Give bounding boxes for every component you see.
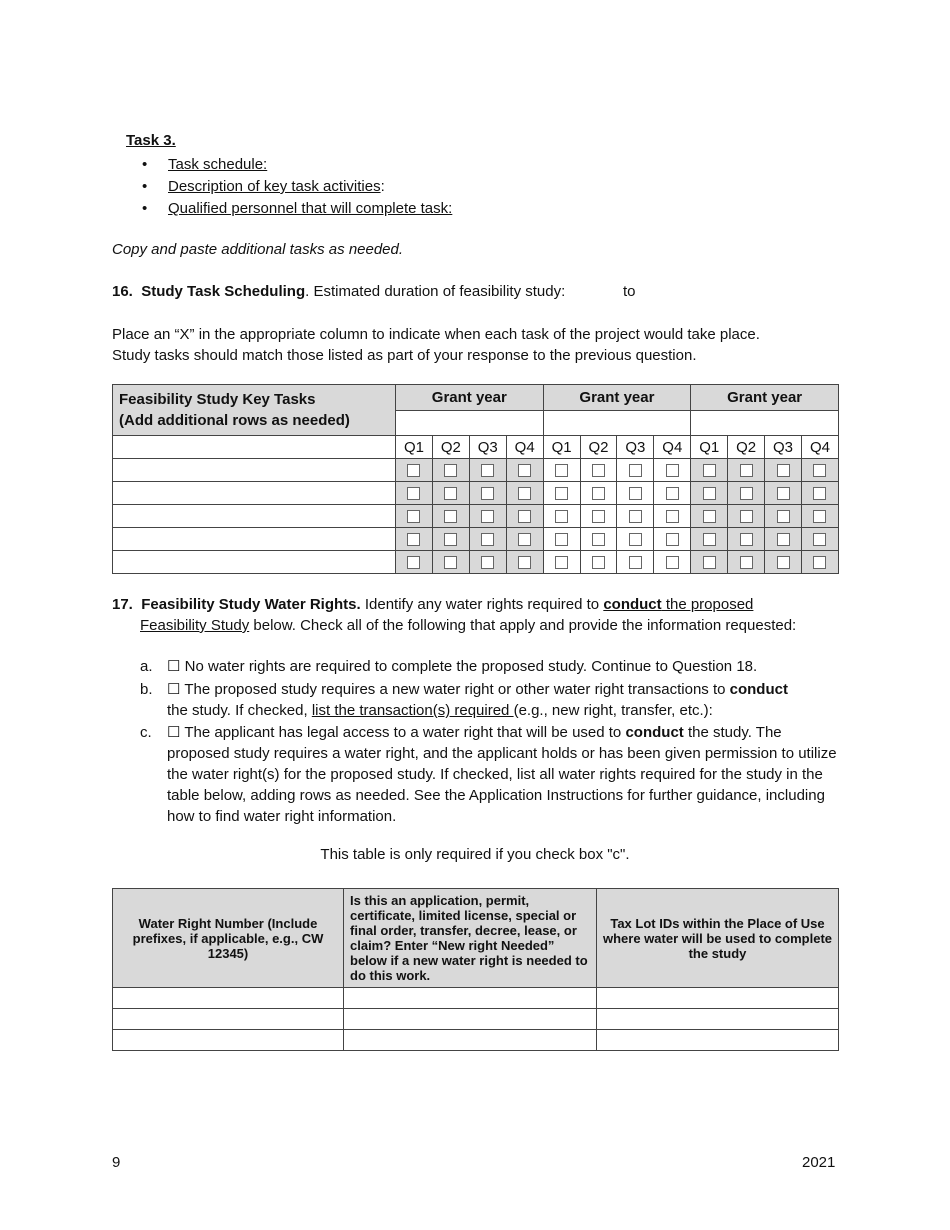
quarter-cell [728,505,765,528]
quarter-label: Q2 [432,436,469,459]
header-tax-lot-ids: Tax Lot IDs within the Place of Use where water will be used to complete the study [597,889,839,988]
table-row [113,505,839,528]
checkbox[interactable] [444,487,457,500]
key-tasks-header: Feasibility Study Key Tasks (Add additional rows as needed) [113,385,396,436]
quarter-cell [469,482,506,505]
quarter-cell [654,459,691,482]
quarter-cell [396,528,433,551]
option-c: c. ☐ The applicant has legal access to a water right that will be used to conduct the study. The proposed study requires a water right, and the applicant holds or has been given permission to utilize the water right(s) for the proposed study. If checked, list all water rights required for the study in the table below, adding rows as needed. See the Application Instructions for further guidance, including how to find water right information. [140,724,837,825]
checkbox-c[interactable]: ☐ [167,724,181,741]
quarter-cell [469,505,506,528]
cell[interactable] [344,988,597,1009]
quarter-cell [654,528,691,551]
table-row [113,459,839,482]
checkbox[interactable] [407,487,420,500]
checkbox[interactable] [592,533,605,546]
header-water-right-number: Water Right Number (Include prefixes, if applicable, e.g., CW 12345) [113,889,344,988]
task-cell[interactable] [113,459,396,482]
quarter-cell [728,551,765,574]
table-row [113,988,839,1009]
checkbox[interactable] [555,556,568,569]
table-row [113,482,839,505]
grant-year-header: Grant year [543,385,691,411]
cell[interactable] [597,988,839,1009]
q17: 17. Feasibility Study Water Rights. Identify any water rights required to conduct the proposed Feasibility Study below. Check all of the following that apply and provide the information requested: [112,596,797,634]
quarter-cell [543,528,580,551]
quarter-cell [654,482,691,505]
quarter-label: Q1 [691,436,728,459]
copy-note: Copy and paste additional tasks as needed. [112,241,404,258]
quarter-label: Q2 [728,436,765,459]
quarter-cell [396,551,433,574]
cell[interactable] [113,1009,344,1030]
checkbox[interactable] [481,487,494,500]
checkbox[interactable] [555,487,568,500]
checkbox[interactable] [666,556,679,569]
checkbox[interactable] [777,464,790,477]
quarter-label: Q4 [801,436,838,459]
quarter-cell [765,528,802,551]
page-number: 9 [112,1154,121,1171]
checkbox[interactable] [777,556,790,569]
quarter-cell [469,528,506,551]
grant-year-header: Grant year [396,385,544,411]
quarter-label: Q1 [396,436,433,459]
quarter-cell [728,482,765,505]
quarter-cell [506,551,543,574]
bullet-item: • Qualified personnel that will complete task: [140,198,452,220]
checkbox[interactable] [740,510,753,523]
grant-year-input[interactable] [543,411,691,436]
checkbox[interactable] [481,464,494,477]
checkbox[interactable] [518,510,531,523]
cell[interactable] [597,1009,839,1030]
checkbox[interactable] [481,533,494,546]
checkbox[interactable] [813,487,826,500]
quarter-cell [506,482,543,505]
checkbox[interactable] [703,510,716,523]
checkbox[interactable] [703,556,716,569]
checkbox[interactable] [666,510,679,523]
quarter-cell [543,505,580,528]
checkbox[interactable] [740,464,753,477]
checkbox[interactable] [407,556,420,569]
quarter-cell [654,505,691,528]
quarter-cell [617,528,654,551]
quarter-label: Q2 [580,436,617,459]
checkbox[interactable] [518,556,531,569]
checkbox[interactable] [444,510,457,523]
quarter-cell [432,459,469,482]
checkbox[interactable] [444,464,457,477]
cell[interactable] [344,1009,597,1030]
bullet-item: • Task schedule: [140,154,452,176]
quarter-cell [654,551,691,574]
quarter-cell [580,551,617,574]
quarter-cell [691,459,728,482]
cell[interactable] [113,988,344,1009]
task3-title: Task 3. [126,132,176,149]
checkbox[interactable] [740,487,753,500]
checkbox[interactable] [813,556,826,569]
checkbox[interactable] [555,510,568,523]
checkbox[interactable] [555,533,568,546]
quarter-label: Q3 [469,436,506,459]
quarter-cell [801,505,838,528]
task-cell[interactable] [113,551,396,574]
checkbox[interactable] [813,510,826,523]
checkbox[interactable] [666,533,679,546]
quarter-cell [765,505,802,528]
task-cell[interactable] [113,505,396,528]
checkbox[interactable] [629,533,642,546]
quarter-cell [691,528,728,551]
table-row [113,528,839,551]
quarter-label: Q4 [654,436,691,459]
checkbox[interactable] [407,510,420,523]
task-schedule-table [112,384,839,574]
quarter-cell [617,459,654,482]
footer-year: 2021 [802,1154,836,1171]
q16-to: to [623,283,636,300]
quarter-cell [469,551,506,574]
quarter-cell [432,482,469,505]
checkbox[interactable] [703,464,716,477]
task-cell[interactable] [113,482,396,505]
quarter-cell [617,482,654,505]
checkbox[interactable] [703,487,716,500]
checkbox[interactable] [629,464,642,477]
checkbox[interactable] [666,487,679,500]
quarter-cell [543,482,580,505]
quarter-cell [432,505,469,528]
checkbox[interactable] [592,556,605,569]
checkbox[interactable] [407,533,420,546]
checkbox[interactable] [444,533,457,546]
quarter-label: Q3 [617,436,654,459]
table-row [113,551,839,574]
checkbox[interactable] [666,464,679,477]
table-row [113,1009,839,1030]
grant-year-input[interactable] [396,411,544,436]
quarter-cell [765,551,802,574]
header-right-type: Is this an application, permit, certificate, limited license, special or final order, transfer, decree, lease, or claim? Enter “New right Needed” below if a new water right is needed to do this work. [344,889,597,988]
checkbox[interactable] [518,487,531,500]
quarter-cell [691,551,728,574]
checkbox[interactable] [629,487,642,500]
quarter-cell [580,459,617,482]
quarter-cell [765,482,802,505]
quarter-cell [396,482,433,505]
quarter-cell [432,528,469,551]
water-rights-table [112,888,839,1051]
quarter-cell [801,482,838,505]
quarter-cell [801,551,838,574]
checkbox[interactable] [481,556,494,569]
quarter-label: Q3 [765,436,802,459]
grant-year-header: Grant year [691,385,839,411]
quarter-cell [543,459,580,482]
quarter-cell [691,482,728,505]
quarter-cell [543,551,580,574]
checkbox[interactable] [703,533,716,546]
checkbox[interactable] [777,487,790,500]
quarter-cell [432,551,469,574]
quarter-cell [469,459,506,482]
quarter-cell [617,505,654,528]
checkbox[interactable] [777,510,790,523]
quarter-cell [396,505,433,528]
checkbox[interactable] [444,556,457,569]
quarter-cell [396,459,433,482]
cell[interactable] [113,1030,344,1051]
checkbox[interactable] [813,464,826,477]
checkbox[interactable] [777,533,790,546]
task3-bullets [140,154,452,220]
checkbox[interactable] [740,533,753,546]
checkbox-a[interactable]: ☐ [167,658,181,675]
checkbox[interactable] [629,556,642,569]
quarter-cell [506,459,543,482]
task-cell[interactable] [113,436,396,459]
quarter-label: Q4 [506,436,543,459]
quarter-cell [801,459,838,482]
checkbox-b[interactable]: ☐ [167,681,181,698]
checkbox[interactable] [592,510,605,523]
quarter-cell [617,551,654,574]
quarter-cell [580,505,617,528]
bullet-item: • Description of key task activities: [140,176,452,198]
cell[interactable] [597,1030,839,1051]
checkbox[interactable] [555,464,568,477]
quarter-cell [728,459,765,482]
option-b: b. ☐ The proposed study requires a new water right or other water right transactions to conduct the study. If checked, list the transaction(s) required (e.g., new right, transfer, etc.): [140,681,788,719]
grant-year-input[interactable] [691,411,839,436]
quarter-cell [801,528,838,551]
checkbox[interactable] [592,464,605,477]
checkbox[interactable] [407,464,420,477]
quarter-cell [506,505,543,528]
checkbox[interactable] [518,464,531,477]
quarter-cell [506,528,543,551]
quarter-cell [728,528,765,551]
checkbox[interactable] [629,510,642,523]
quarter-cell [691,505,728,528]
checkbox[interactable] [518,533,531,546]
checkbox[interactable] [813,533,826,546]
checkbox[interactable] [740,556,753,569]
checkbox[interactable] [481,510,494,523]
quarter-label: Q1 [543,436,580,459]
checkbox[interactable] [592,487,605,500]
table-row [113,1030,839,1051]
table-note: This table is only required if you check box "c". [320,846,630,863]
quarter-cell [580,528,617,551]
quarter-cell [580,482,617,505]
q16: 16. Study Task Scheduling. Estimated duration of feasibility study: [112,283,566,300]
task-cell[interactable] [113,528,396,551]
cell[interactable] [344,1030,597,1051]
instructions: Place an “X” in the appropriate column to indicate when each task of the project would take place. Study tasks should match those listed as part of your response to the previous question. [112,326,760,364]
option-a: a. ☐ No water rights are required to complete the proposed study. Continue to Question 18. [140,658,758,675]
quarter-cell [765,459,802,482]
